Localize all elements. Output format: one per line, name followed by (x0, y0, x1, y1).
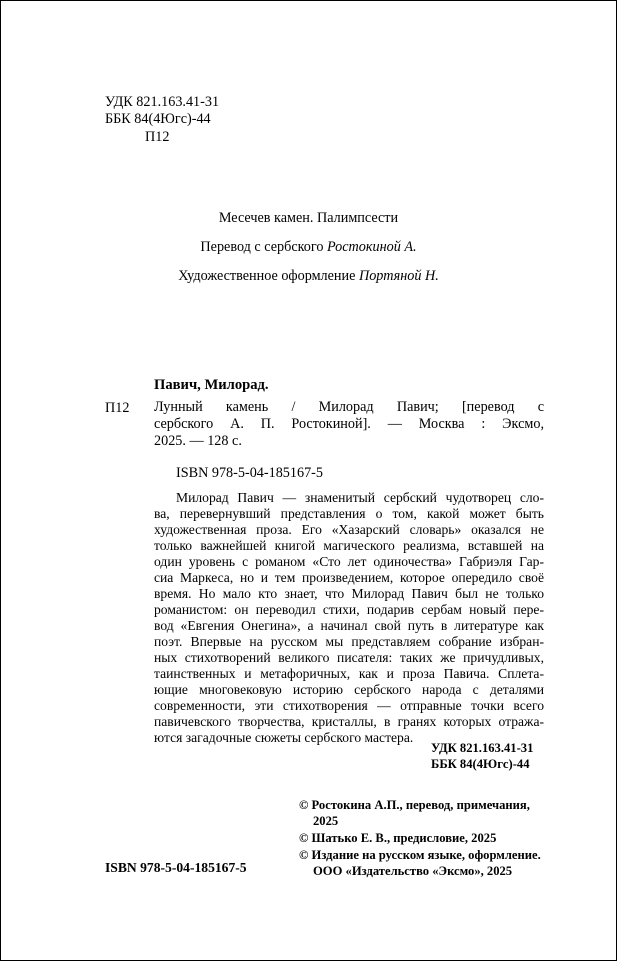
bbk-code-top: ББК 84(4Югс)-44 (105, 111, 211, 127)
annotation-line: только важнейшей книгой магического реализма, вставшей на (154, 538, 544, 553)
copyright-translator-year: 2025 (313, 814, 339, 828)
udk-code-top: УДК 821.163.41-31 (105, 94, 220, 110)
cutter-code-top: П12 (145, 129, 170, 145)
annotation-line: вод «Евгения Онегина», а начинал свой путь в литературе как (154, 618, 544, 633)
annotation-line: ных стихотворений великого писателя: таких же причудливых, (154, 650, 544, 665)
annotation-line: ва, перевернувший представления о том, какой может быть (154, 506, 544, 521)
biblio-line: 2025. — 128 с. (154, 433, 242, 449)
annotation-line: романистом: он переводил стихи, подарив сербам новый пере- (154, 602, 544, 617)
copyright-translator: © Ростокина А.П., перевод, примечания, (299, 798, 530, 812)
copyright-preface: © Шатько Е. В., предисловие, 2025 (299, 831, 497, 845)
translator-name: Ростокиной А. (326, 239, 417, 255)
biblio-line: сербского А. П. Ростокиной]. — Москва : Эксмо, (154, 416, 544, 432)
annotation-line: один уровень с романом «Сто лет одиночества» Габриэля Гар- (154, 554, 544, 569)
isbn-catalog: ISBN 978-5-04-185167-5 (176, 465, 323, 481)
biblio-line: Лунный камень / Милорад Павич; [перевод с (154, 399, 544, 415)
annotation-line: современности, эти стихотворения — отправные точки всего (154, 698, 544, 713)
translation-prefix: Перевод с сербского (200, 239, 327, 255)
translation-credit (1, 239, 616, 256)
annotation-line: ющие многовековую историю сербского народа с деталями (154, 682, 544, 697)
copyright-edition: © Издание на русском языке, оформление. (299, 848, 541, 862)
udk-code-bottom: УДК 821.163.41-31 (431, 741, 534, 755)
annotation-line: таинственных и метафоричных, как и проза Павича. Сплета- (154, 666, 544, 681)
annotation-line: павичевского творчества, кристаллы, в гранях которых отража- (154, 714, 544, 729)
bbk-code-bottom: ББК 84(4Югс)-44 (431, 757, 530, 771)
annotation-paragraph (154, 490, 544, 746)
designer-name: Портяной Н. (358, 268, 439, 284)
annotation-line: художественная проза. Его «Хазарский словарь» оказался не (154, 522, 544, 537)
bibliographic-record (154, 399, 544, 450)
annotation-line: поэт. Впервые на русском мы представляем собрание избран- (154, 634, 544, 649)
design-credit (1, 268, 616, 285)
catalog-author: Павич, Милорад. (154, 377, 269, 393)
annotation-line: Милорад Павич — знаменитый сербский чудотворец сло- (176, 490, 544, 505)
copyright-publisher: ООО «Издательство «Эксмо», 2025 (313, 864, 513, 878)
annotation-line: ются загадочные сюжеты сербского мастера. (154, 730, 414, 745)
design-prefix: Художественное оформление (178, 268, 359, 284)
cutter-code-catalog: П12 (105, 400, 130, 416)
isbn-bottom: ISBN 978-5-04-185167-5 (105, 860, 247, 875)
annotation-line: время. Но мало кто знает, что Милорад Павич был не только (154, 586, 544, 601)
original-title: Месечев камен. Палимпсести (218, 210, 399, 226)
annotation-line: сиа Маркеса, но и тем произведением, которое опередило своё (154, 570, 544, 585)
